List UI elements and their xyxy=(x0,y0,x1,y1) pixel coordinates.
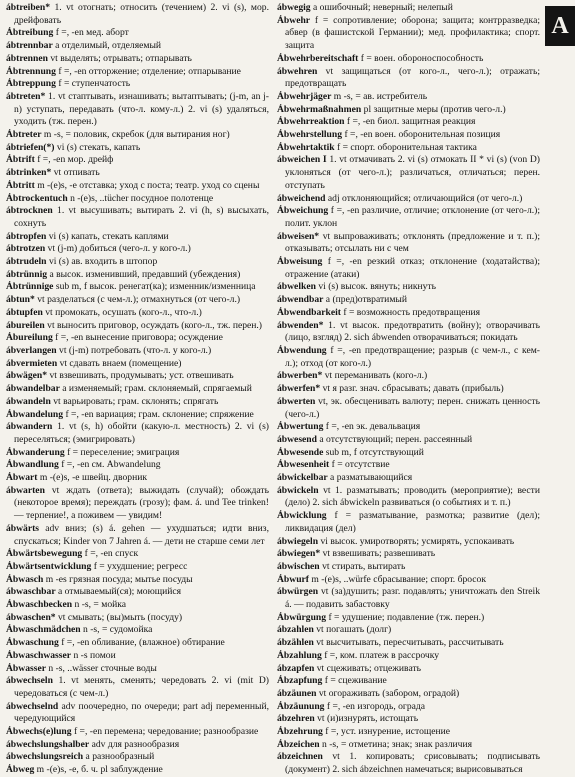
dictionary-entry xyxy=(277,205,540,230)
entry-headword: Ábwehrstellung xyxy=(277,129,343,141)
entry-headword: Ábzahlung xyxy=(277,649,322,661)
dictionary-entry xyxy=(6,561,269,574)
dictionary-entry xyxy=(277,154,540,192)
dictionary-entry xyxy=(277,561,540,574)
dictionary-entry xyxy=(6,370,269,383)
dictionary-entry xyxy=(6,307,269,320)
entry-definition: f = воен. обороноспособность xyxy=(360,52,484,64)
dictionary-entry xyxy=(6,574,269,587)
dictionary-entry xyxy=(277,281,540,294)
entry-definition: vt смывать; (вы)мыть (посуду) xyxy=(57,611,183,623)
entry-headword: Ábweisung xyxy=(277,256,323,268)
entry-definition: 1. vt менять, сменять; чередовать 2. vi (mit D) чередоваться (с чем-л.) xyxy=(14,675,269,699)
entry-headword: ábtropfen xyxy=(6,230,47,242)
entry-definition: vt варьировать; грам. склонять; спрягать xyxy=(53,395,219,407)
entry-definition: f =, -en воен. оборонительная позиция xyxy=(344,129,501,141)
dictionary-entry xyxy=(6,523,269,548)
entry-headword: Ábtrift xyxy=(6,154,35,166)
entry-definition: f =, -en предотвращение; разрыв (с чем-л., с кем-л.); отход (от кого-л.) xyxy=(285,344,540,369)
dictionary-entry xyxy=(277,256,540,281)
dictionary-entry xyxy=(277,612,540,625)
entry-definition: f = спорт. оборонительная тактика xyxy=(336,141,477,153)
entry-headword: ábwarten xyxy=(6,484,45,496)
entry-definition: n -(e)s, ..tücher посудное полотенце xyxy=(70,192,214,204)
dictionary-entry xyxy=(277,129,540,142)
dictionary-entry xyxy=(277,421,540,434)
entry-definition: f =, -en биол. защитная реакция xyxy=(346,116,476,128)
entry-headword: Ábwasch xyxy=(6,573,44,585)
entry-definition: adv поочередно, по очереди; part adj переменный, чередующийся xyxy=(14,700,269,725)
dictionary-entry xyxy=(277,53,540,66)
entry-headword: ábwiegeln xyxy=(277,535,319,547)
entry-headword: Ábwehr xyxy=(277,14,311,26)
dictionary-entry xyxy=(277,751,540,776)
dictionary-entry xyxy=(6,637,269,650)
dictionary-entry xyxy=(6,624,269,637)
dictionary-entry xyxy=(277,663,540,676)
dictionary-entry xyxy=(277,142,540,155)
entry-definition: f = сопротивление; оборона; защита; контрразведка; абвер (в фашистской Германии); мед. профилактика; спорт. защита xyxy=(285,14,540,52)
entry-definition: vt сдавать внаем (помещение) xyxy=(59,357,182,369)
entry-definition: sub m, f высок. ренегат(ка); изменник/изменница xyxy=(55,281,256,293)
entry-headword: Ábweg xyxy=(6,764,35,776)
entry-headword: Ábureilung xyxy=(6,332,53,344)
entry-headword: ábzählen xyxy=(277,637,314,649)
entry-headword: ábtupfen xyxy=(6,306,43,318)
entry-definition: vt взвешивать; развешивать xyxy=(322,548,436,560)
dictionary-entry xyxy=(6,663,269,676)
dictionary-entry xyxy=(6,739,269,752)
entry-headword: ábzehren xyxy=(277,713,315,725)
right-column xyxy=(277,2,540,777)
entry-definition: m -(e)s, ..würfe сбрасывание; спорт. бросок xyxy=(311,573,487,585)
entry-headword: ábzeichnen xyxy=(277,751,323,763)
dictionary-entry xyxy=(6,243,269,256)
dictionary-entry xyxy=(6,129,269,142)
entry-definition: sub m, f отсутствующий xyxy=(325,446,424,458)
dictionary-entry xyxy=(6,231,269,244)
entry-definition: n -s, = мойка xyxy=(74,599,127,611)
entry-definition: vt переманивать (кого-л.) xyxy=(324,370,428,382)
entry-definition: vt (за)душить; разг. подавлять; уничтожать den Streik á. — подавить забастовку xyxy=(285,586,540,611)
dictionary-entry xyxy=(6,751,269,764)
entry-headword: ábzapfen xyxy=(277,662,315,674)
entry-headword: ábtrünnig xyxy=(6,268,48,280)
dictionary-entry xyxy=(6,358,269,371)
entry-headword: Ábwärtsentwicklung xyxy=(6,560,92,572)
entry-headword: ábureilen xyxy=(6,319,45,331)
dictionary-entry xyxy=(6,701,269,726)
dictionary-entry xyxy=(277,104,540,117)
dictionary-entry xyxy=(6,294,269,307)
dictionary-entry xyxy=(6,459,269,472)
dictionary-entry xyxy=(6,612,269,625)
entry-headword: Ábtrünnige xyxy=(6,281,54,293)
dictionary-entry xyxy=(277,726,540,739)
dictionary-entry xyxy=(277,510,540,535)
entry-headword: ábtrudeln xyxy=(6,256,47,268)
dictionary-entry xyxy=(277,396,540,421)
dictionary-entry xyxy=(6,599,269,612)
dictionary-entry xyxy=(277,231,540,256)
entry-definition: f =, -en см. Abwandelung xyxy=(61,459,161,471)
dictionary-entry xyxy=(277,294,540,307)
dictionary-entry xyxy=(277,15,540,53)
entry-definition: vt отпивать xyxy=(53,167,100,179)
entry-headword: Ábzäunung xyxy=(277,700,325,712)
entry-headword: ábwelken xyxy=(277,281,316,293)
dictionary-entry xyxy=(6,78,269,91)
entry-definition: adv вниз; (s) á. gehen — ухудшаться; идти вниз, спускаться; Kinder von 7 Jahren á. — дети не старше семи лет xyxy=(14,522,269,547)
dictionary-entry xyxy=(6,269,269,282)
entry-definition: vt выпроваживать; отклонять (предложение и т. п.); отказывать; отсылать ни с чем xyxy=(285,230,540,255)
dictionary-entry xyxy=(6,675,269,700)
dictionary-entry xyxy=(277,701,540,714)
entry-headword: Ábwaschung xyxy=(6,637,59,649)
dictionary-entry xyxy=(277,688,540,701)
entry-headword: ábwechseln xyxy=(6,675,53,687)
entry-definition: 1. vt стаптывать, изнашивать; вытаптывать; (j-m, an j-n) уступать, передавать (что-л. кому-л.) 2. vi (s) удаляться, уходить (тж. перен.) xyxy=(14,90,269,128)
dictionary-entry xyxy=(6,726,269,739)
entry-headword: ábwechslungshalber xyxy=(6,738,90,750)
dictionary-entry xyxy=(277,370,540,383)
entry-headword: ábwandeln xyxy=(6,395,51,407)
entry-headword: Ábwechs(e)lung xyxy=(6,726,72,738)
dictionary-entry xyxy=(6,764,269,777)
entry-definition: vt (и)изнурять, истощать xyxy=(317,713,419,725)
entry-definition: a высок. изменивший, предавший (убеждения) xyxy=(49,268,241,280)
entry-headword: Ábwart xyxy=(6,472,38,484)
entry-headword: ábwechselnd xyxy=(6,700,59,712)
dictionary-entry xyxy=(277,459,540,472)
dictionary-entry xyxy=(6,53,269,66)
entry-definition: n -s, = судомойка xyxy=(83,624,153,636)
entry-definition: 1. vt (s, h) обойти (какую-л. местность) 2. vi (s) переселяться; (эмигрировать) xyxy=(14,421,269,445)
entry-definition: 1. vt высушивать; вытирать 2. vi (h, s) высыхать, сохнуть xyxy=(14,205,269,229)
dictionary-entry xyxy=(277,383,540,396)
dictionary-entry xyxy=(6,281,269,294)
entry-definition: a изменяемый; грам. склоняемый, спрягаемый xyxy=(62,383,252,395)
dictionary-entry xyxy=(277,650,540,663)
dictionary-entry xyxy=(6,345,269,358)
entry-definition: a (пред)отвратимый xyxy=(325,294,407,306)
entry-headword: ábtreten* xyxy=(6,90,46,102)
entry-definition: vt (j-m) добиться (чего-л. у кого-л.) xyxy=(47,243,191,255)
entry-headword: ábtriefen(*) xyxy=(6,141,55,153)
dictionary-entry xyxy=(6,193,269,206)
dictionary-entry xyxy=(6,396,269,409)
dictionary-entry xyxy=(6,586,269,599)
entry-definition: a отмываемый(ся); моющийся xyxy=(57,586,182,598)
entry-headword: ábwendbar xyxy=(277,294,324,306)
dictionary-entry xyxy=(6,66,269,79)
entry-headword: Ábwandlung xyxy=(6,459,59,471)
entry-definition: 1. vt отогнать; относить (течением) 2. vi (s), мор. дрейфовать xyxy=(14,2,269,26)
entry-definition: vt сцеживать; отцеживать xyxy=(316,662,422,674)
dictionary-entry xyxy=(277,116,540,129)
entry-headword: ábvermieten xyxy=(6,357,58,369)
entry-headword: ábtrocknen xyxy=(6,205,53,217)
entry-headword: Ábwesende xyxy=(277,446,324,458)
entry-headword: ábtrinken* xyxy=(6,167,52,179)
dictionary-entry xyxy=(277,66,540,91)
entry-headword: ábweisen* xyxy=(277,230,320,242)
entry-headword: ábweichend xyxy=(277,192,326,204)
dictionary-entry xyxy=(277,586,540,611)
entry-headword: Ábzapfung xyxy=(277,675,323,687)
left-column xyxy=(6,2,269,777)
entry-definition: f =, -en перемена; чередование; разнообразие xyxy=(73,726,259,738)
entry-headword: Ábwehrbereitschaft xyxy=(277,52,359,64)
entry-definition: a разматывающийся xyxy=(330,472,413,484)
entry-headword: Ábtreter xyxy=(6,129,42,141)
entry-headword: Ábwehrmaßnahmen xyxy=(277,103,362,115)
entry-definition: vi (s) капать, стекать каплями xyxy=(48,230,169,242)
dictionary-entry xyxy=(6,205,269,230)
entry-headword: Ábzeichen xyxy=(277,738,320,750)
entry-headword: ábwaschen* xyxy=(6,611,56,623)
entry-definition: vt 1. разматывать; проводить (мероприятие); вести (дело) 2. sich ábwickeln развиваться (о событиях и т. п.) xyxy=(285,484,540,509)
entry-definition: f =, -en резкий отказ; отклонение (ходатайства); отражение (атаки) xyxy=(285,256,540,280)
entry-definition: f =, -en спуск xyxy=(84,548,139,560)
entry-headword: Ábtreibung xyxy=(6,27,54,39)
entry-definition: vt промокать, осушать (кого-л., что-л.) xyxy=(45,306,202,318)
entry-definition: f =, ком. платеж в рассрочку xyxy=(324,649,440,661)
dictionary-entry xyxy=(277,91,540,104)
dictionary-entry xyxy=(277,536,540,549)
entry-definition: vt разделаться (с чем-л.); отмахнуться (от чего-л.) xyxy=(37,294,241,306)
entry-definition: f =, -en изгородь, ограда xyxy=(326,700,426,712)
entry-definition: vt стирать, вытирать xyxy=(322,560,406,572)
entry-headword: ábwerfen* xyxy=(277,383,321,395)
entry-definition: m -s, = половик, скребок (для вытирания ног) xyxy=(43,129,230,141)
entry-definition: m -s, = ав. истребитель xyxy=(333,90,428,102)
entry-headword: ábwandelbar xyxy=(6,383,60,395)
dictionary-entry xyxy=(6,27,269,40)
entry-headword: Ábwaschwasser xyxy=(6,649,72,661)
entry-definition: m -(e)s, -e отставка; уход с поста; театр. уход со сцены xyxy=(37,179,260,191)
entry-headword: ábwaschbar xyxy=(6,586,56,598)
entry-definition: f =, -en мед. аборт xyxy=(55,27,129,39)
entry-headword: ábtreiben* xyxy=(6,2,51,13)
dictionary-entry xyxy=(6,2,269,27)
entry-definition: f = ухудшение; регресс xyxy=(93,560,188,572)
dictionary-columns xyxy=(6,2,541,777)
entry-headword: ábtrennbar xyxy=(6,40,53,52)
dictionary-entry xyxy=(277,739,540,752)
entry-headword: ábwiegen* xyxy=(277,548,321,560)
entry-definition: f =, -en различие, отличие; отклонение (от чего-л.); полит. уклон xyxy=(285,205,540,229)
entry-definition: vt 1. копировать; срисовывать; подписывать (документ) 2. sich ábzeichnen намечаться; вырисовываться xyxy=(285,751,540,776)
entry-headword: Ábzehrung xyxy=(277,726,323,738)
dictionary-entry xyxy=(6,447,269,460)
entry-headword: ábweichen I xyxy=(277,154,327,166)
entry-headword: ábwesend xyxy=(277,433,317,445)
dictionary-entry xyxy=(6,40,269,53)
entry-headword: ábtrotzen xyxy=(6,243,46,255)
entry-headword: ábwerben* xyxy=(277,370,323,382)
entry-headword: ábverlangen xyxy=(6,344,57,356)
entry-headword: Ábwendbarkeit xyxy=(277,306,341,318)
entry-definition: 1. vt отмачивать 2. vi (s) отмокать II * vi (s) (von D) уклоняться (от чего-л.); различаться, отличаться; перен. отступать xyxy=(285,154,540,191)
entry-definition: f =, уст. изнурение, истощение xyxy=(325,726,451,738)
dictionary-entry xyxy=(6,167,269,180)
entry-headword: Ábwertung xyxy=(277,421,324,433)
entry-headword: Ábwendung xyxy=(277,344,327,356)
thumb-letter: A xyxy=(551,12,569,39)
entry-definition: m -(e)s, -e, б. ч. pl заблуждение xyxy=(36,764,163,776)
entry-definition: vt выносить приговор, осуждать (кого-л., тж. перен.) xyxy=(47,319,263,331)
dictionary-entry xyxy=(277,447,540,460)
entry-headword: ábwägen* xyxy=(6,370,48,382)
entry-headword: ábtun* xyxy=(6,294,35,306)
dictionary-entry xyxy=(6,320,269,333)
entry-headword: ábwerten xyxy=(277,395,316,407)
entry-headword: Ábwehrtaktik xyxy=(277,141,335,153)
entry-headword: Ábwehrjäger xyxy=(277,90,332,102)
entry-headword: ábtrennen xyxy=(6,52,48,64)
entry-definition: m -(e)s, -e швейц. дворник xyxy=(39,472,147,484)
entry-headword: ábwärts xyxy=(6,522,40,534)
entry-definition: n -s, ..wässer сточные воды xyxy=(48,662,157,674)
entry-headword: ábzäunen xyxy=(277,687,317,699)
entry-headword: Ábwehrreaktion xyxy=(277,116,345,128)
entry-definition: vi (s) ав. входить в штопор xyxy=(48,256,158,268)
dictionary-entry xyxy=(6,409,269,422)
entry-definition: a отсутствующий; перен. рассеянный xyxy=(319,433,473,445)
entry-definition: 1. vt высок. предотвратить (войну); отворачивать (лицо, взгляд) 2. sich ábwenden отворачиваться; покидать xyxy=(285,319,540,344)
dictionary-entry xyxy=(6,256,269,269)
entry-headword: Ábwurf xyxy=(277,573,309,585)
dictionary-entry xyxy=(6,650,269,663)
entry-headword: Ábtreppung xyxy=(6,78,56,90)
entry-definition: vt ждать (ответа); выжидать (случай); обождать (некоторое время); переждать (грозу); фам. á. und Tee trinken! — терпение!, а поживем — увидим! xyxy=(14,484,269,522)
entry-definition: vi (s) высок. вянуть; никнуть xyxy=(318,281,437,293)
dictionary-entry xyxy=(277,2,540,15)
entry-definition: a разнообразный xyxy=(85,751,155,763)
entry-headword: ábwickelbar xyxy=(277,472,328,484)
entry-definition: vi (s) стекать, капать xyxy=(56,141,141,153)
dictionary-entry xyxy=(277,320,540,345)
dictionary-entry xyxy=(277,624,540,637)
dictionary-entry xyxy=(277,434,540,447)
entry-definition: f = ступенчатость xyxy=(58,78,131,90)
entry-headword: Ábwesenheit xyxy=(277,459,330,471)
entry-headword: Ábwandelung xyxy=(6,408,64,420)
dictionary-entry xyxy=(277,637,540,650)
dictionary-entry xyxy=(6,91,269,129)
entry-definition: vt выделять; отрывать; отпарывать xyxy=(50,52,192,64)
dictionary-entry xyxy=(6,154,269,167)
entry-definition: f =, -en мор. дрейф xyxy=(37,154,114,166)
entry-definition: n -s, = отметина; знак; знак различия xyxy=(322,738,473,750)
entry-definition: f = сцеживание xyxy=(324,675,387,687)
entry-headword: Ábwaschbecken xyxy=(6,599,73,611)
entry-definition: f = разматывание, размотка; развитие (дел); ликвидация (дел) xyxy=(285,510,540,534)
dictionary-entry xyxy=(277,675,540,688)
entry-definition: adv для разнообразия xyxy=(91,738,180,750)
entry-definition: adj отклоняющийся; отличающийся (от чего-л.) xyxy=(327,192,523,204)
dictionary-entry xyxy=(6,548,269,561)
entry-headword: ábwechslungsreich xyxy=(6,751,84,763)
dictionary-entry xyxy=(277,345,540,370)
entry-definition: f =, -en эк. девальвация xyxy=(325,421,421,433)
entry-definition: n -s помои xyxy=(73,649,116,661)
entry-definition: a ошибочный; неверный; нелепый xyxy=(312,2,453,13)
entry-definition: pl защитные меры (против чего-л.) xyxy=(363,103,506,115)
entry-headword: ábwischen xyxy=(277,560,320,572)
entry-headword: Ábwürgung xyxy=(277,611,327,623)
entry-definition: f =, -en обливание, (влажное) обтирание xyxy=(61,637,225,649)
entry-definition: vi высок. умиротворять; усмирять, успокаивать xyxy=(320,535,515,547)
entry-headword: Ábwicklung xyxy=(277,510,327,522)
dictionary-entry xyxy=(6,472,269,485)
entry-definition: f = удушение; подавление (тж. перен.) xyxy=(328,611,485,623)
entry-headword: Ábwasser xyxy=(6,662,46,674)
entry-headword: Ábtrockentuch xyxy=(6,192,68,204)
entry-definition: vt я разг. знач. сбрасывать; давать (прибыль) xyxy=(322,383,504,395)
entry-definition: vt погашать (долг) xyxy=(316,624,392,636)
dictionary-entry xyxy=(277,713,540,726)
entry-definition: vt (j-m) потребовать (что-л. у кого-л.) xyxy=(59,344,212,356)
entry-headword: ábwickeln xyxy=(277,484,319,496)
entry-headword: ábwandern xyxy=(6,421,53,433)
entry-headword: Ábtrennung xyxy=(6,65,56,77)
dictionary-entry xyxy=(277,307,540,320)
entry-headword: Ábwanderung xyxy=(6,446,65,458)
entry-headword: Ábweichung xyxy=(277,205,329,217)
dictionary-entry xyxy=(6,383,269,396)
entry-headword: ábzahlen xyxy=(277,624,314,636)
entry-headword: ábwegig xyxy=(277,2,311,13)
dictionary-entry xyxy=(6,332,269,345)
entry-definition: a отделимый, отделяемый xyxy=(55,40,162,52)
entry-definition: f = возможность предотвращения xyxy=(343,306,481,318)
alphabet-thumb-tab xyxy=(545,6,575,46)
entry-definition: m -es грязная посуда; мытье посуды xyxy=(45,573,193,585)
dictionary-entry xyxy=(277,548,540,561)
entry-definition: vt огораживать (забором, оградой) xyxy=(318,687,460,699)
entry-headword: ábwürgen xyxy=(277,586,319,598)
entry-definition: vt высчитывать, пересчитывать, рассчитывать xyxy=(316,637,504,649)
entry-definition: f =, -en вынесение приговора; осуждение xyxy=(55,332,223,344)
entry-headword: Ábwaschmädchen xyxy=(6,624,81,636)
dictionary-entry xyxy=(277,485,540,510)
entry-headword: Ábwärtsbewegung xyxy=(6,548,83,560)
entry-definition: vt взвешивать, продумывать; уст. отвешивать xyxy=(49,370,234,382)
entry-definition: f = переселение; эмиграция xyxy=(67,446,180,458)
dictionary-entry xyxy=(277,472,540,485)
dictionary-entry xyxy=(6,485,269,523)
dictionary-entry xyxy=(6,421,269,446)
entry-headword: ábwenden* xyxy=(277,319,324,331)
entry-definition: f = отсутствие xyxy=(331,459,390,471)
entry-definition: f =, -en отторжение; отделение; отпарывание xyxy=(58,65,241,77)
entry-definition: vt, эк. обесценивать валюту; перен. снижать ценность (чего-л.) xyxy=(285,395,540,420)
dictionary-entry xyxy=(6,180,269,193)
entry-definition: vt защищаться (от кого-л., чего-л.); отражать; предотвращать xyxy=(285,65,540,90)
dictionary-entry xyxy=(277,574,540,587)
entry-definition: f =, -en вариация; грам. склонение; спряжение xyxy=(65,408,254,420)
entry-headword: Ábtritt xyxy=(6,179,35,191)
dictionary-entry xyxy=(6,142,269,155)
entry-headword: ábwehren xyxy=(277,65,318,77)
dictionary-entry xyxy=(277,193,540,206)
